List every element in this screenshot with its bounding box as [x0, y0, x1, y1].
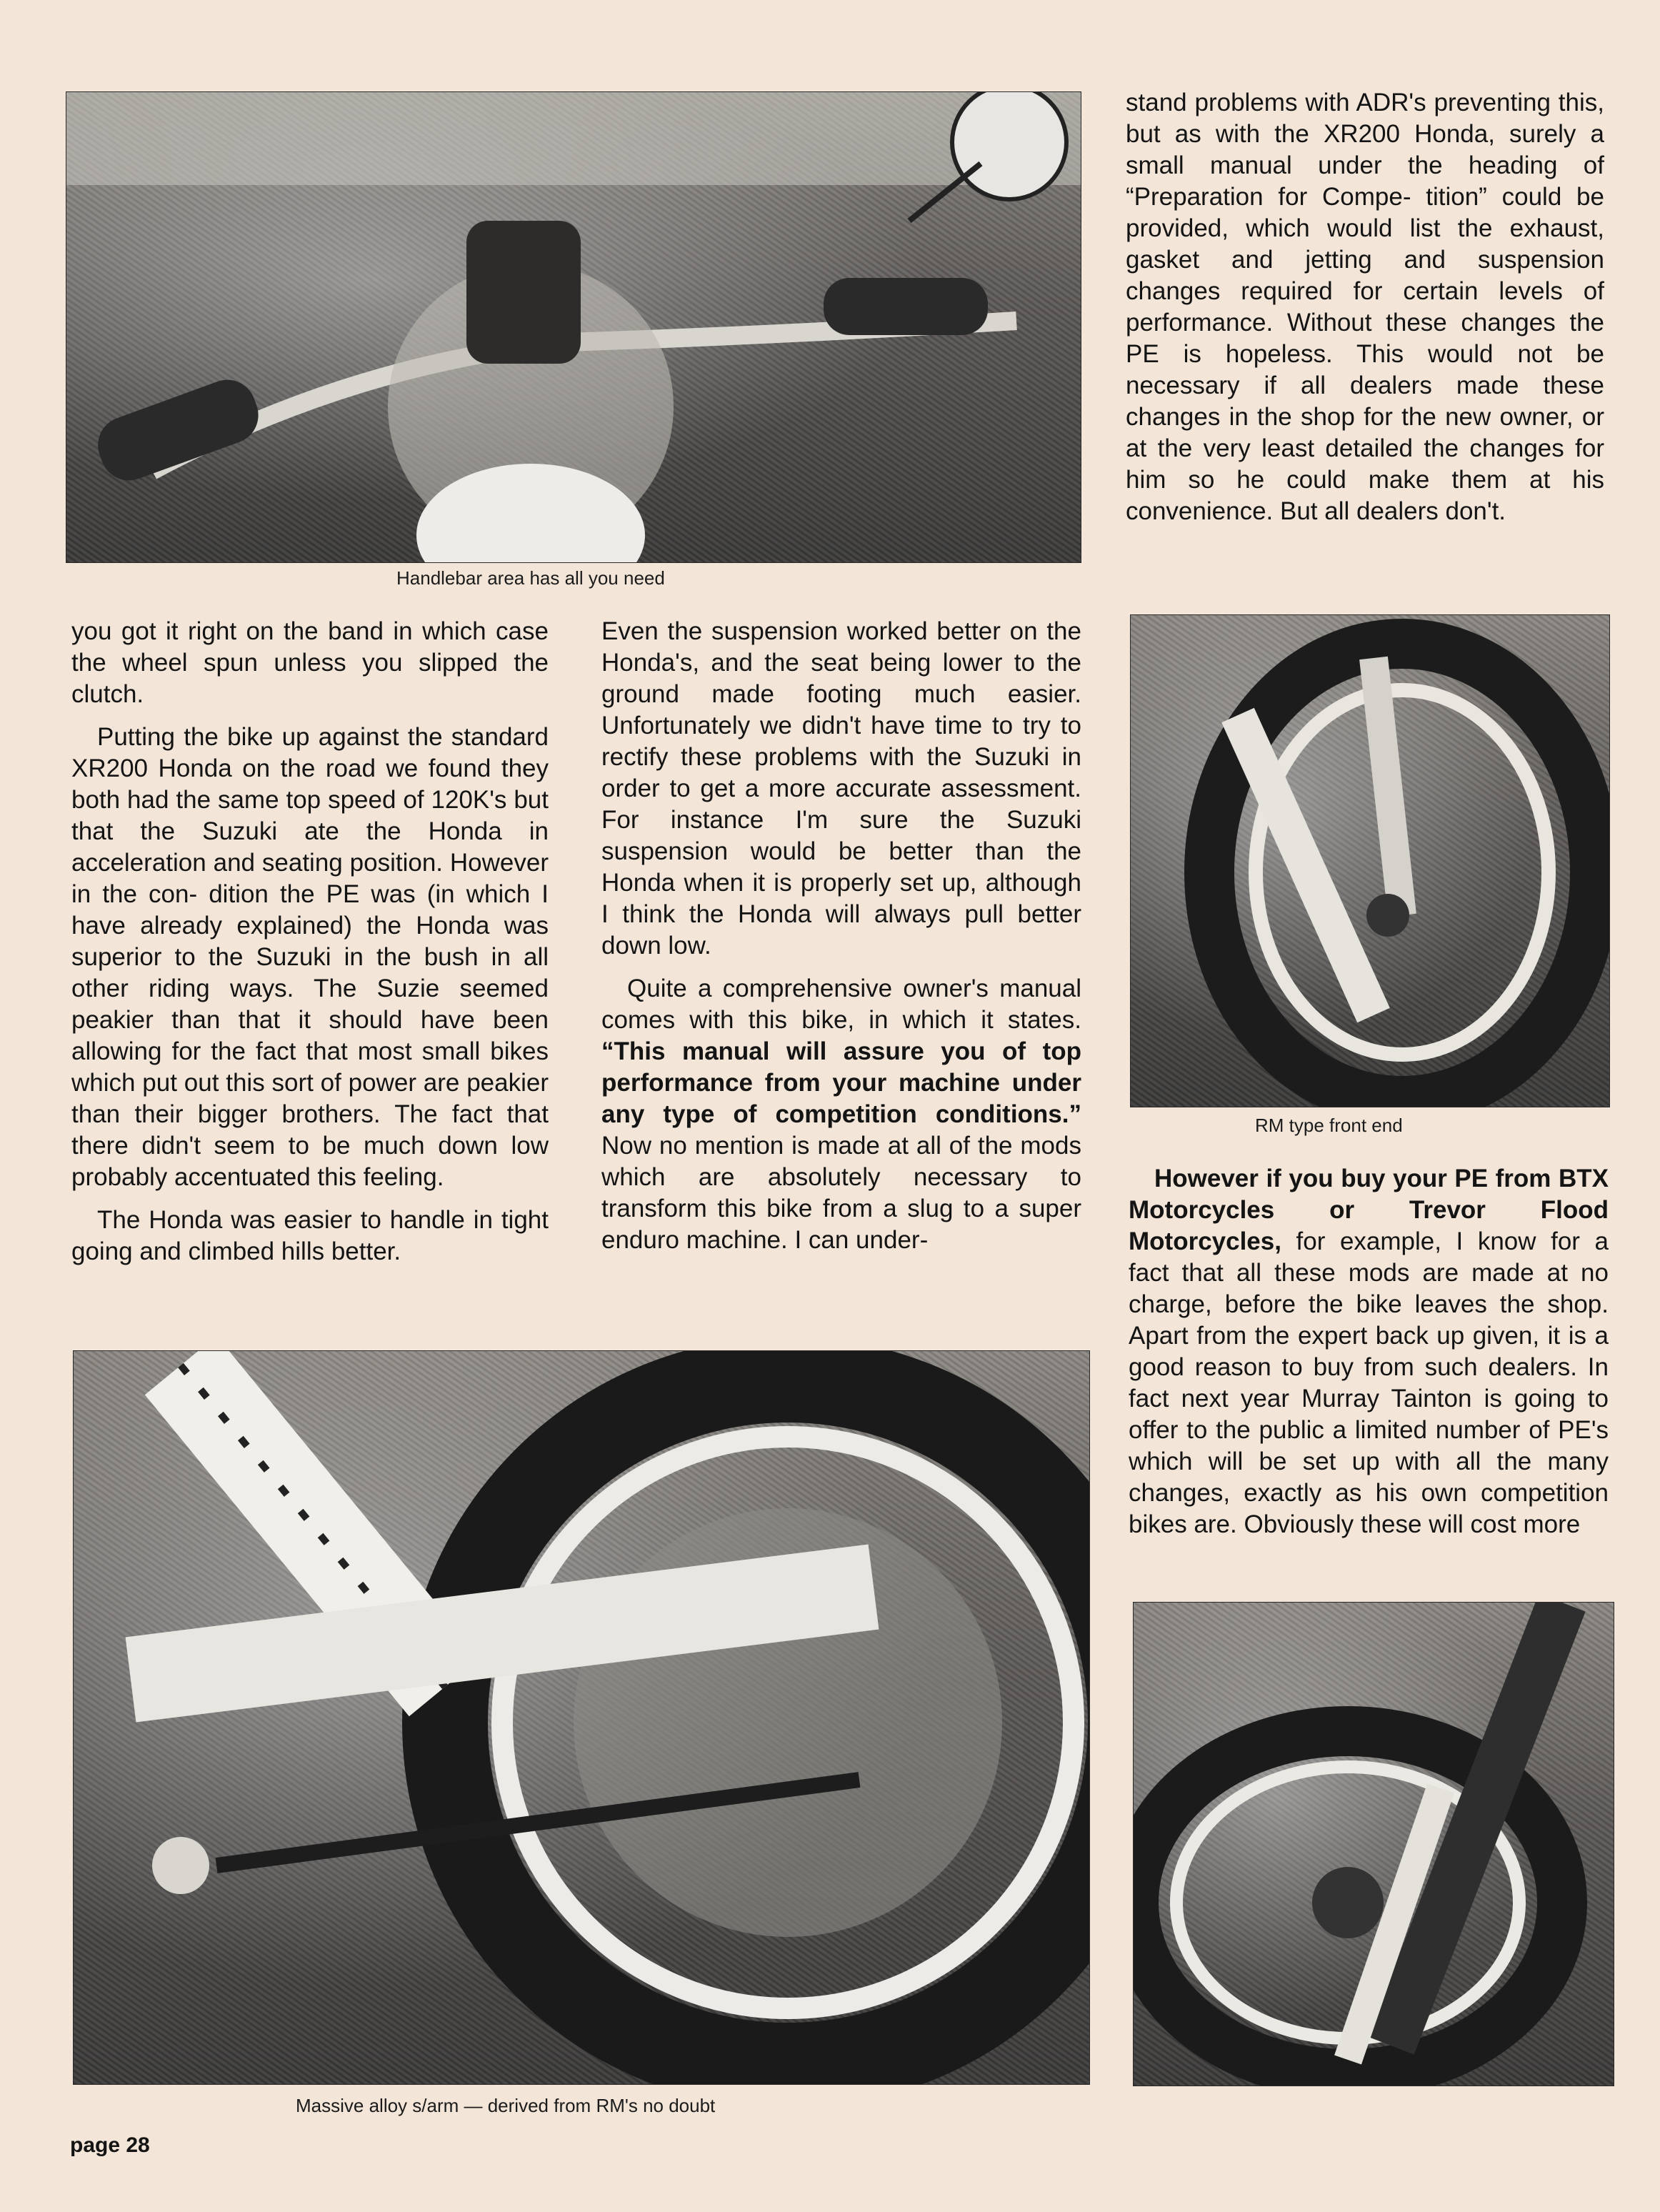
photo-front-wheel	[1133, 1602, 1614, 2086]
paragraph-start: Quite a comprehensive owner's manual comes with this bike, in which it states.	[601, 975, 1081, 1034]
handlebar-caption: Handlebar area has all you need	[396, 567, 665, 589]
column-right-top	[1126, 87, 1604, 539]
photo-handlebar	[66, 91, 1081, 563]
photo-swingarm	[73, 1350, 1090, 2085]
paragraph	[601, 973, 1081, 1256]
dealer-bold: However if you buy your PE from BTX Motorcycles or Trevor Flood Motorcycles,	[1129, 1165, 1609, 1255]
paragraph	[1129, 1163, 1609, 1540]
column-left	[71, 616, 549, 1279]
paragraph-rest: for example, I know for a fact that all these mods are made at no charge, before the bike leaves the shop. Apart from the expert back up given, it is a good reason to buy from such dealers. In fact next year Murray Tainton is going to offer to the public a limited number of PE's which will be set up with all the many changes, exactly as his own competition bikes are. Obviously these will cost more	[1129, 1227, 1609, 1538]
front-end-caption: RM type front end	[1255, 1115, 1403, 1136]
paragraph: Putting the bike up against the standard XR200 Honda on the road we found they both had the same top speed of 120K's but that the Suzuki ate the Honda in acceleration and seating position. However in the con- dition the PE was (in which I have already explained) the Honda was superior to the Suzuki in the bush in all other riding ways. The Suzie seemed peakier than that it should have been allowing for the fact that most small bikes which put out this sort of power are peakier than their bigger brothers. The fact that there didn't seem to be much down low probably accentuated this feeling.	[71, 723, 549, 1191]
swingarm-illustration	[74, 1351, 1089, 2084]
swingarm-caption: Massive alloy s/arm — derived from RM's no doubt	[296, 2095, 716, 2116]
paragraph: Even the suspension worked better on the Honda's, and the seat being lower to the ground made footing much easier. Unfortunately we didn't have time to try to rectify these problems with the Suzuki in order to get a more accurate assessment. For instance I'm sure the Suzuki suspension would be better than the Honda when it is properly set up, although I think the Honda will always pull better down low.	[601, 617, 1081, 960]
column-right-bottom	[1129, 1163, 1609, 1552]
page-number: page 28	[70, 2133, 150, 2157]
handlebar-illustration	[66, 92, 1081, 562]
column-middle	[601, 616, 1081, 1267]
paragraph: stand problems with ADR's preventing this, but as with the XR200 Honda, surely a small manual under the heading of “Preparation for Compe- tition” could be provided, which would list the exhaust, gasket and jetting and suspension changes required for certain levels of performance. Without these changes the PE is hopeless. This would not be necessary if all dealers made these changes in the shop for the new owner, or at the very least detailed the changes for him so he could make them at his convenience. But all dealers don't.	[1126, 89, 1604, 525]
quote-bold: “This manual will assure you of top performance from your machine under any type of competition conditions.”	[601, 1037, 1081, 1128]
photo-front-end	[1130, 614, 1610, 1107]
paragraph-end: Now no mention is made at all of the mods which are absolutely necessary to transform this bike from a slug to a super enduro machine. I can under-	[601, 1132, 1081, 1254]
front-wheel-illustration	[1131, 615, 1609, 1107]
front-wheel-2-illustration	[1134, 1603, 1614, 2086]
paragraph: The Honda was easier to handle in tight going and climbed hills better.	[71, 1206, 549, 1265]
paragraph: you got it right on the band in which case the wheel spun unless you slipped the clutch.	[71, 617, 549, 708]
